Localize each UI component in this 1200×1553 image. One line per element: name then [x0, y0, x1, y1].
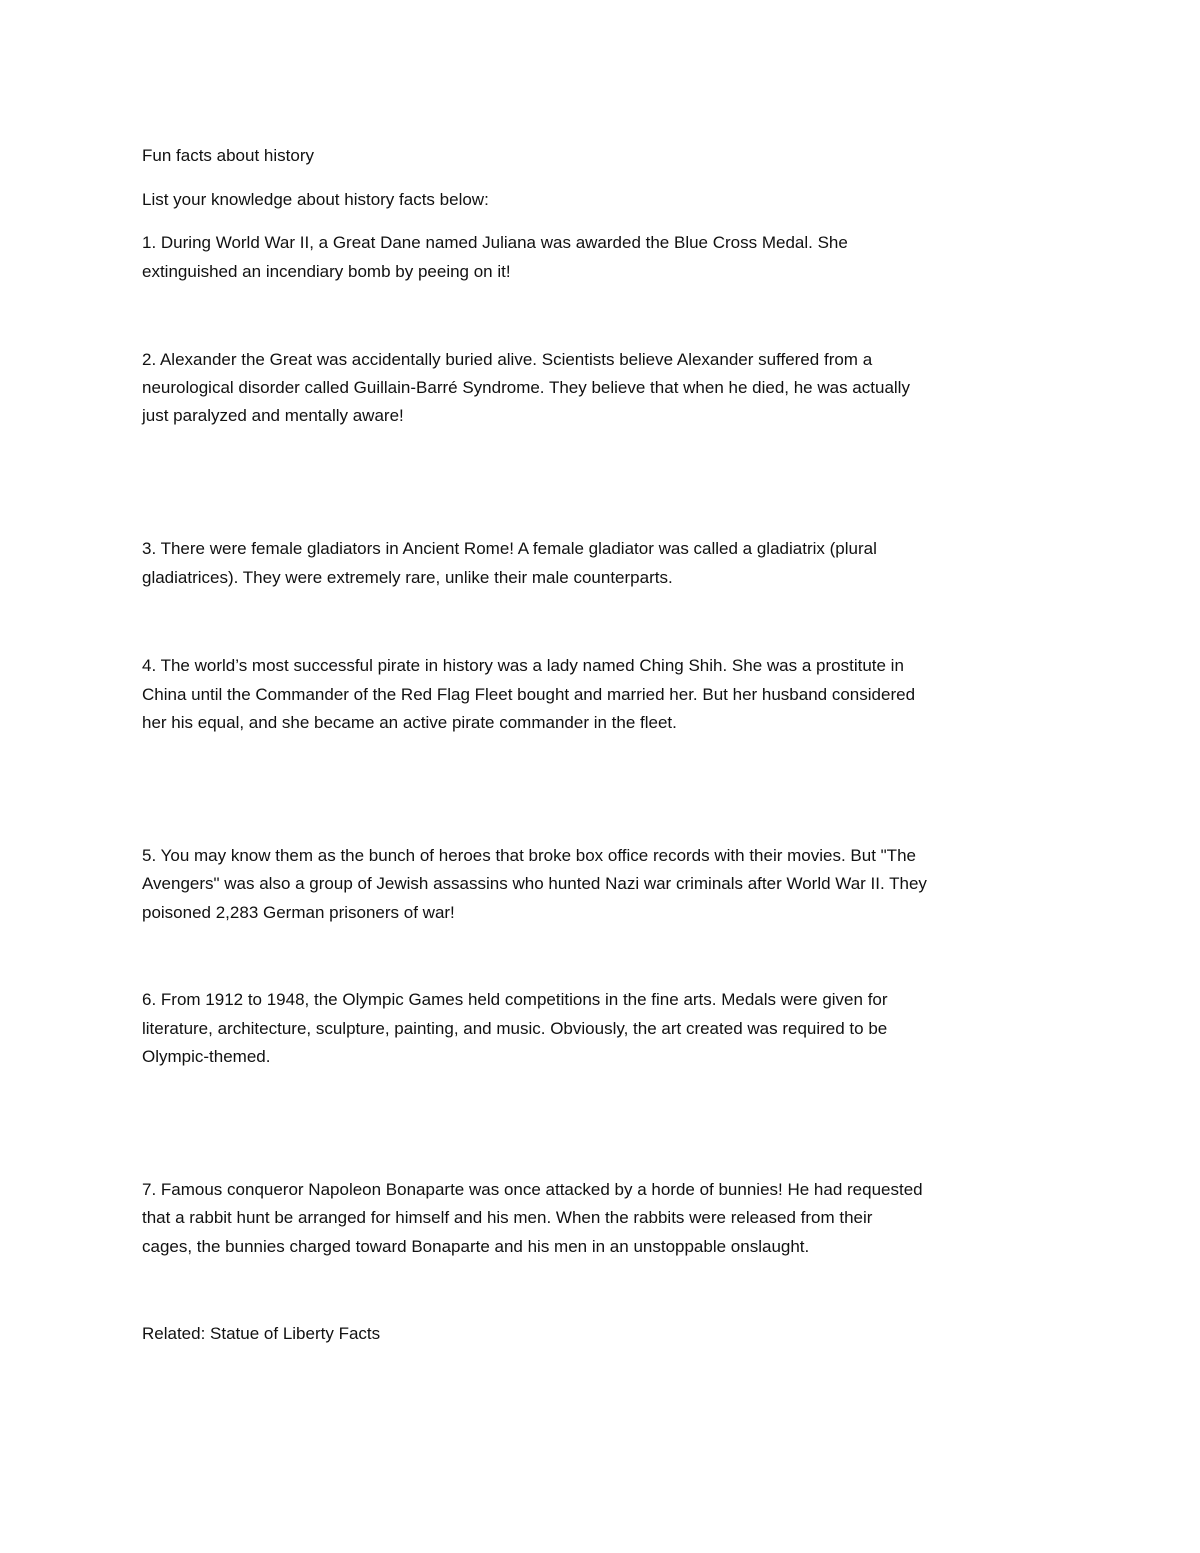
fact-line: 3. There were female gladiators in Ancient Rome! A female gladiator was called a gladiatrix (plural	[142, 539, 877, 558]
intro-text: List your knowledge about history facts below:	[142, 190, 489, 209]
related-link-text: Related: Statue of Liberty Facts	[142, 1324, 381, 1343]
fact-line: extinguished an incendiary bomb by peeing on it!	[142, 262, 511, 281]
document-title: Fun facts about history	[142, 146, 314, 165]
fact-line: literature, architecture, sculpture, painting, and music. Obviously, the art created was required to be	[142, 1019, 888, 1038]
fact-line: her his equal, and she became an active pirate commander in the fleet.	[142, 713, 677, 732]
fact-line: just paralyzed and mentally aware!	[142, 406, 404, 425]
fact-line: cages, the bunnies charged toward Bonaparte and his men in an unstoppable onslaught.	[142, 1237, 810, 1256]
fact-line: 6. From 1912 to 1948, the Olympic Games held competitions in the fine arts. Medals were given for	[142, 990, 888, 1009]
fact-line: that a rabbit hunt be arranged for himself and his men. When the rabbits were released from their	[142, 1208, 873, 1227]
fact-line: 1. During World War II, a Great Dane named Juliana was awarded the Blue Cross Medal. She	[142, 233, 848, 252]
fact-line: 5. You may know them as the bunch of heroes that broke box office records with their movies. But "The	[142, 846, 916, 865]
fact-line: neurological disorder called Guillain-Barré Syndrome. They believe that when he died, he was actually	[142, 378, 910, 397]
fact-line: 7. Famous conqueror Napoleon Bonaparte was once attacked by a horde of bunnies! He had requested	[142, 1180, 923, 1199]
fact-line: Olympic-themed.	[142, 1047, 271, 1066]
fact-line: poisoned 2,283 German prisoners of war!	[142, 903, 455, 922]
fact-line: China until the Commander of the Red Flag Fleet bought and married her. But her husband considered	[142, 685, 916, 704]
fact-line: 2. Alexander the Great was accidentally buried alive. Scientists believe Alexander suffered from a	[142, 350, 873, 369]
fact-line: 4. The world’s most successful pirate in history was a lady named Ching Shih. She was a prostitute in	[142, 656, 904, 675]
fact-line: gladiatrices). They were extremely rare, unlike their male counterparts.	[142, 568, 673, 587]
fact-line: Avengers" was also a group of Jewish assassins who hunted Nazi war criminals after World War II. They	[142, 874, 927, 893]
